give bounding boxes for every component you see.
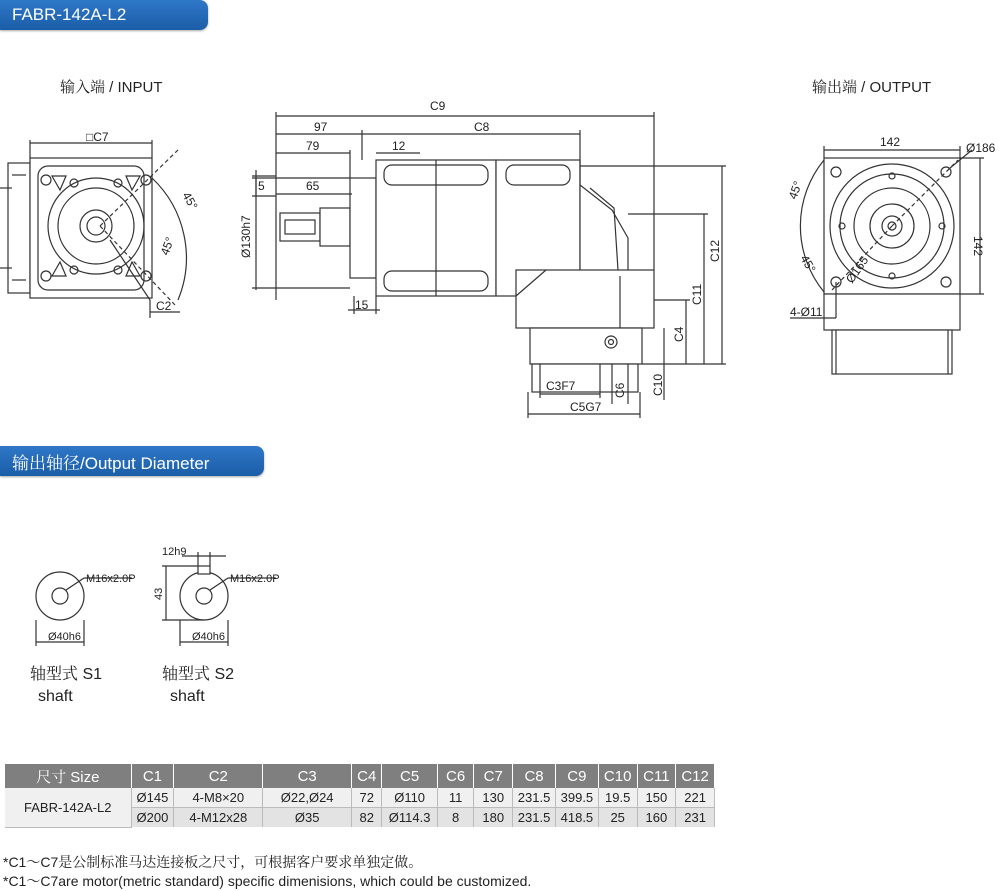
- table-cell: 25: [598, 808, 637, 828]
- side-d79: 79: [306, 139, 320, 153]
- table-cell: Ø114.3: [382, 808, 437, 828]
- s2-key: 12h9: [162, 546, 187, 558]
- th-c10: C10: [598, 764, 637, 788]
- th-c3: C3: [263, 764, 352, 788]
- table-cell: Ø35: [263, 808, 352, 828]
- model-title: FABR-142A-L2: [12, 5, 127, 24]
- th-c8: C8: [513, 764, 556, 788]
- side-c10: C10: [651, 373, 665, 396]
- shaft-s2-caption: [162, 664, 234, 708]
- table-cell: 72: [352, 788, 382, 808]
- table-cell: 82: [352, 808, 382, 828]
- side-c3f7: C3F7: [546, 379, 576, 393]
- input-view-label: 输入端 / INPUT: [60, 79, 163, 96]
- th-c4: C4: [352, 764, 382, 788]
- table-cell: Ø200: [131, 808, 174, 828]
- output-d142-side: 142: [971, 236, 985, 257]
- table-cell: 4-M8×20: [174, 788, 263, 808]
- side-d15: 15: [355, 298, 369, 312]
- th-c1: C1: [131, 764, 174, 788]
- table-cell: 180: [474, 808, 513, 828]
- s2-thread: M16x2.0P: [230, 573, 280, 585]
- output-diameter-title: 输出轴径/Output Diameter: [12, 453, 210, 473]
- shaft-s2-name-en: shaft: [170, 688, 205, 705]
- input-view-drawing: [0, 140, 186, 318]
- table-cell: Ø22,Ø24: [263, 788, 352, 808]
- side-view-drawing: [252, 112, 726, 418]
- side-d65: 65: [306, 179, 320, 193]
- side-c9: C9: [430, 99, 446, 113]
- input-c7-label: □C7: [86, 130, 109, 144]
- output-diameter-badge: [0, 446, 264, 476]
- table-cell: 160: [637, 808, 676, 828]
- table-cell: 150: [637, 788, 676, 808]
- table-cell: 11: [437, 788, 474, 808]
- input-angle-bottom: 45°: [157, 235, 178, 258]
- th-c12: C12: [676, 764, 715, 788]
- output-view-drawing: [790, 146, 984, 374]
- side-c6: C6: [613, 382, 627, 398]
- input-angle-top: 45°: [179, 189, 201, 213]
- s1-dia: Ø40h6: [48, 631, 82, 643]
- table-cell: 8: [437, 808, 474, 828]
- input-c2-label: C2: [156, 299, 172, 313]
- output-d142-top: 142: [880, 135, 901, 149]
- output-angle-top: 45°: [785, 179, 806, 202]
- side-c11: C11: [690, 283, 704, 305]
- table-cell: 418.5: [555, 808, 598, 828]
- side-d12: 12: [392, 139, 406, 153]
- model-cell: FABR-142A-L2: [5, 788, 131, 827]
- table-cell: 4-M12x28: [174, 808, 263, 828]
- table-cell: 221: [676, 788, 715, 808]
- side-c4: C4: [672, 326, 686, 342]
- side-d5: 5: [258, 179, 265, 193]
- th-c9: C9: [555, 764, 598, 788]
- table-cell: 231.5: [513, 808, 556, 828]
- table-row: [5, 788, 715, 808]
- side-d97: 97: [314, 120, 328, 134]
- s2-dia: Ø40h6: [192, 631, 226, 643]
- output-d165: Ø165: [842, 253, 872, 286]
- table-cell: 231: [676, 808, 715, 828]
- th-c11: C11: [637, 764, 676, 788]
- s1-thread: M16x2.0P: [86, 573, 136, 585]
- output-view-label: 输出端 / OUTPUT: [812, 79, 932, 96]
- table-cell: 130: [474, 788, 513, 808]
- output-holes: 4-Ø11: [790, 305, 823, 319]
- th-c5: C5: [382, 764, 437, 788]
- table-cell: 19.5: [598, 788, 637, 808]
- shaft-s1-name-en: shaft: [38, 688, 73, 705]
- side-c8: C8: [474, 120, 490, 134]
- th-size: 尺寸 Size: [5, 764, 131, 788]
- side-c5g7: C5G7: [570, 400, 602, 414]
- output-angle-bottom: 45°: [797, 252, 819, 276]
- note-english: *C1～C7are motor(metric standard) specific dimenisions, which could be customized.: [3, 873, 532, 889]
- table-cell: 399.5: [555, 788, 598, 808]
- th-c6: C6: [437, 764, 474, 788]
- s2-height: 43: [153, 587, 165, 600]
- shaft-s1-caption: [30, 664, 102, 708]
- note-chinese: *C1～C7是公制标准马达连接板之尺寸，可根据客户要求单独定做。: [3, 854, 423, 870]
- spec-table-header: [5, 764, 715, 788]
- side-d130: Ø130h7: [239, 215, 253, 258]
- table-cell: Ø145: [131, 788, 174, 808]
- shaft-s1-name: 轴型式 S1: [30, 666, 103, 683]
- spec-table: [5, 764, 715, 828]
- shaft-s2-name: 轴型式 S2: [162, 666, 235, 683]
- th-c7: C7: [474, 764, 513, 788]
- side-c12: C12: [708, 239, 722, 262]
- table-cell: 231.5: [513, 788, 556, 808]
- table-cell: Ø110: [382, 788, 437, 808]
- output-d186: Ø186: [966, 141, 996, 155]
- th-c2: C2: [174, 764, 263, 788]
